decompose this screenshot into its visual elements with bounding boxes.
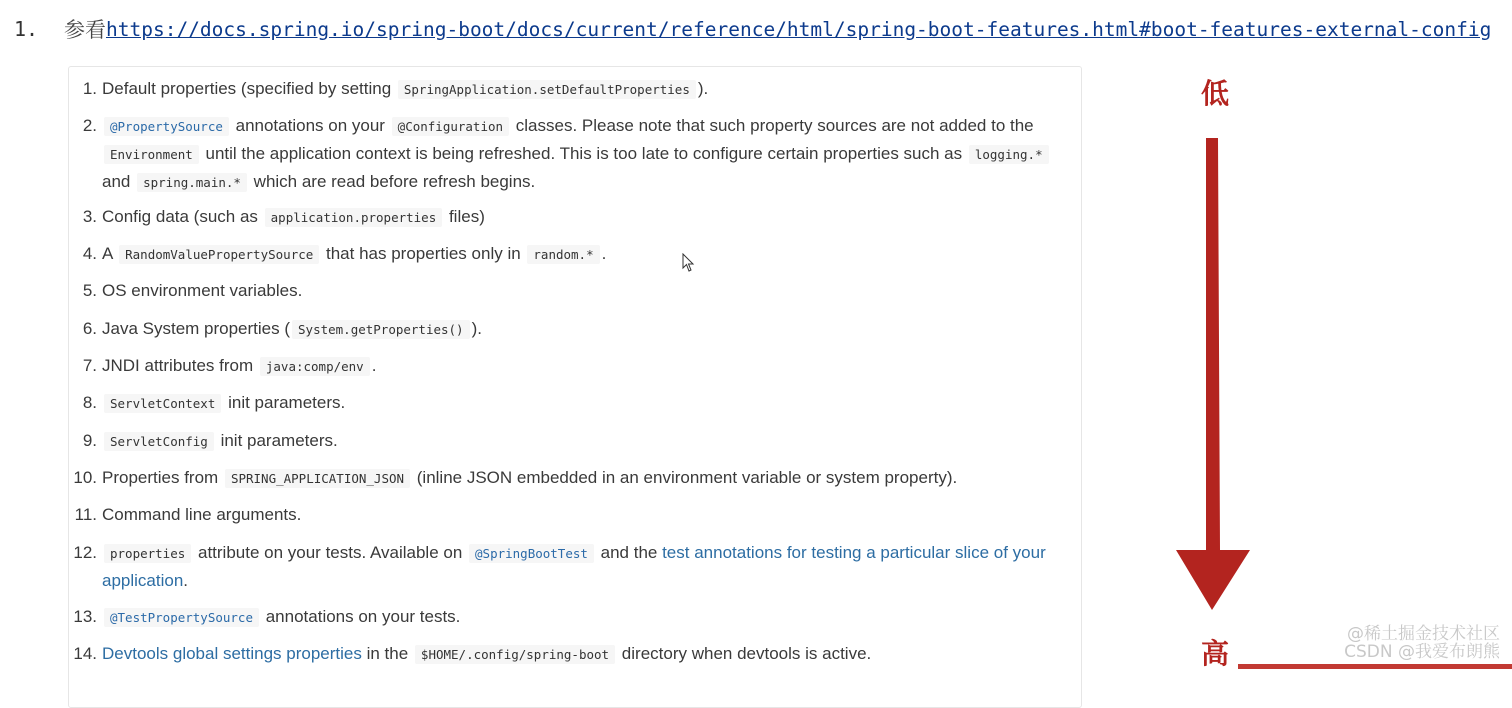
text-run: ). — [471, 319, 482, 338]
list-item-text — [102, 501, 1077, 528]
heading-number: 1. — [14, 17, 39, 41]
list-item-text — [102, 112, 1077, 196]
list-item-number: 9. — [82, 431, 97, 450]
list-item-text — [102, 75, 1077, 103]
list-item-text — [102, 203, 1077, 231]
text-run: . — [371, 356, 377, 375]
inline-code: Environment — [104, 145, 199, 164]
text-run: . — [601, 244, 607, 263]
text-run: which are read before refresh begins. — [248, 172, 536, 191]
list-item-number: 12. — [73, 543, 97, 562]
list-item-text — [102, 240, 1077, 268]
high-priority-label: 高 — [1200, 637, 1229, 670]
list-item-number: 11. — [74, 505, 97, 524]
text-run: ). — [697, 79, 709, 98]
inline-code: SpringApplication.setDefaultProperties — [398, 80, 696, 99]
text-run: annotations on your tests. — [261, 607, 461, 626]
watermark-line-1: @稀土掘金技术社区 — [1347, 624, 1500, 644]
red-underline — [1238, 664, 1512, 669]
list-item-text — [102, 352, 1077, 380]
list-item-text — [102, 640, 1077, 668]
inline-code: RandomValuePropertySource — [119, 245, 319, 264]
mouse-cursor-icon — [682, 253, 696, 273]
list-item-text — [102, 427, 1077, 455]
text-run: A — [102, 244, 118, 263]
text-run: and — [102, 172, 136, 191]
inline-code: java:comp/env — [260, 357, 370, 376]
text-run: in the — [361, 644, 413, 663]
inline-code: $HOME/.config/spring-boot — [415, 645, 615, 664]
section-heading — [14, 12, 1491, 46]
text-run: (inline JSON embedded in an environment variable or system property). — [412, 468, 958, 487]
list-item-number: 14. — [73, 644, 97, 663]
inline-code: properties — [104, 544, 191, 563]
inline-code: logging.* — [969, 145, 1049, 164]
doc-link[interactable]: test annotations for testing a particular slice of your application — [102, 543, 1046, 590]
inline-code: random.* — [527, 245, 599, 264]
text-run: init parameters. — [223, 393, 346, 412]
watermark — [1344, 625, 1500, 661]
code-link[interactable]: @SpringBootTest — [469, 544, 594, 563]
text-run: annotations on your — [230, 116, 390, 135]
docs-link[interactable]: https://docs.spring.io/spring-boot/docs/current/reference/html/spring-boot-features.html#boot-features-external-config — [106, 17, 1492, 41]
list-item-number: 7. — [82, 356, 97, 375]
text-run: classes. Please note that such property sources are not added to the — [511, 116, 1034, 135]
text-run: OS environment variables. — [102, 281, 303, 300]
inline-code: application.properties — [265, 208, 443, 227]
text-run: files) — [444, 207, 485, 226]
property-order-panel — [68, 66, 1082, 708]
text-run: directory when devtools is active. — [617, 644, 872, 663]
list-item-text — [102, 389, 1077, 417]
list-item-text — [102, 603, 1077, 631]
inline-code: @Configuration — [392, 117, 509, 136]
text-run: Default properties (specified by setting — [102, 79, 396, 98]
low-priority-label: 低 — [1200, 77, 1229, 110]
down-arrow-icon — [1170, 70, 1260, 670]
list-item-number: 2. — [82, 116, 97, 135]
list-item-text — [102, 539, 1077, 594]
text-run: and the — [595, 543, 663, 562]
text-run: Java System properties ( — [102, 319, 291, 338]
heading-prefix: 参看 — [64, 18, 106, 42]
list-item-text — [102, 315, 1077, 343]
list-item-number: 5. — [82, 281, 97, 300]
text-run: Command line arguments. — [102, 505, 302, 524]
inline-code: System.getProperties() — [292, 320, 470, 339]
text-run: Config data (such as — [102, 207, 263, 226]
text-run: attribute on your tests. Available on — [193, 543, 468, 562]
doc-link[interactable]: Devtools global settings properties — [102, 644, 362, 663]
list-item-text — [102, 464, 1077, 492]
text-run: Properties from — [102, 468, 223, 487]
text-run: JNDI attributes from — [102, 356, 258, 375]
watermark-line-2: CSDN @我爱布朗熊 — [1344, 642, 1500, 662]
inline-code: spring.main.* — [137, 173, 247, 192]
text-run: until the application context is being refreshed. This is too late to configure certain properties such as — [200, 144, 967, 163]
list-item-number: 10. — [73, 468, 97, 487]
text-run: init parameters. — [215, 431, 338, 450]
list-item-text — [102, 277, 1077, 304]
text-run: that has properties only in — [321, 244, 526, 263]
text-run: . — [183, 571, 189, 590]
list-item-number: 13. — [73, 607, 97, 626]
list-item-number: 6. — [82, 319, 97, 338]
list-item-number: 1. — [82, 79, 97, 98]
code-link[interactable]: @TestPropertySource — [104, 608, 259, 627]
inline-code: ServletConfig — [104, 432, 214, 451]
list-item-number: 3. — [82, 207, 97, 226]
priority-arrow — [1170, 70, 1260, 670]
code-link[interactable]: @PropertySource — [104, 117, 229, 136]
inline-code: SPRING_APPLICATION_JSON — [225, 469, 410, 488]
list-item-number: 8. — [82, 393, 97, 412]
inline-code: ServletContext — [104, 394, 221, 413]
list-item-number: 4. — [82, 244, 97, 263]
